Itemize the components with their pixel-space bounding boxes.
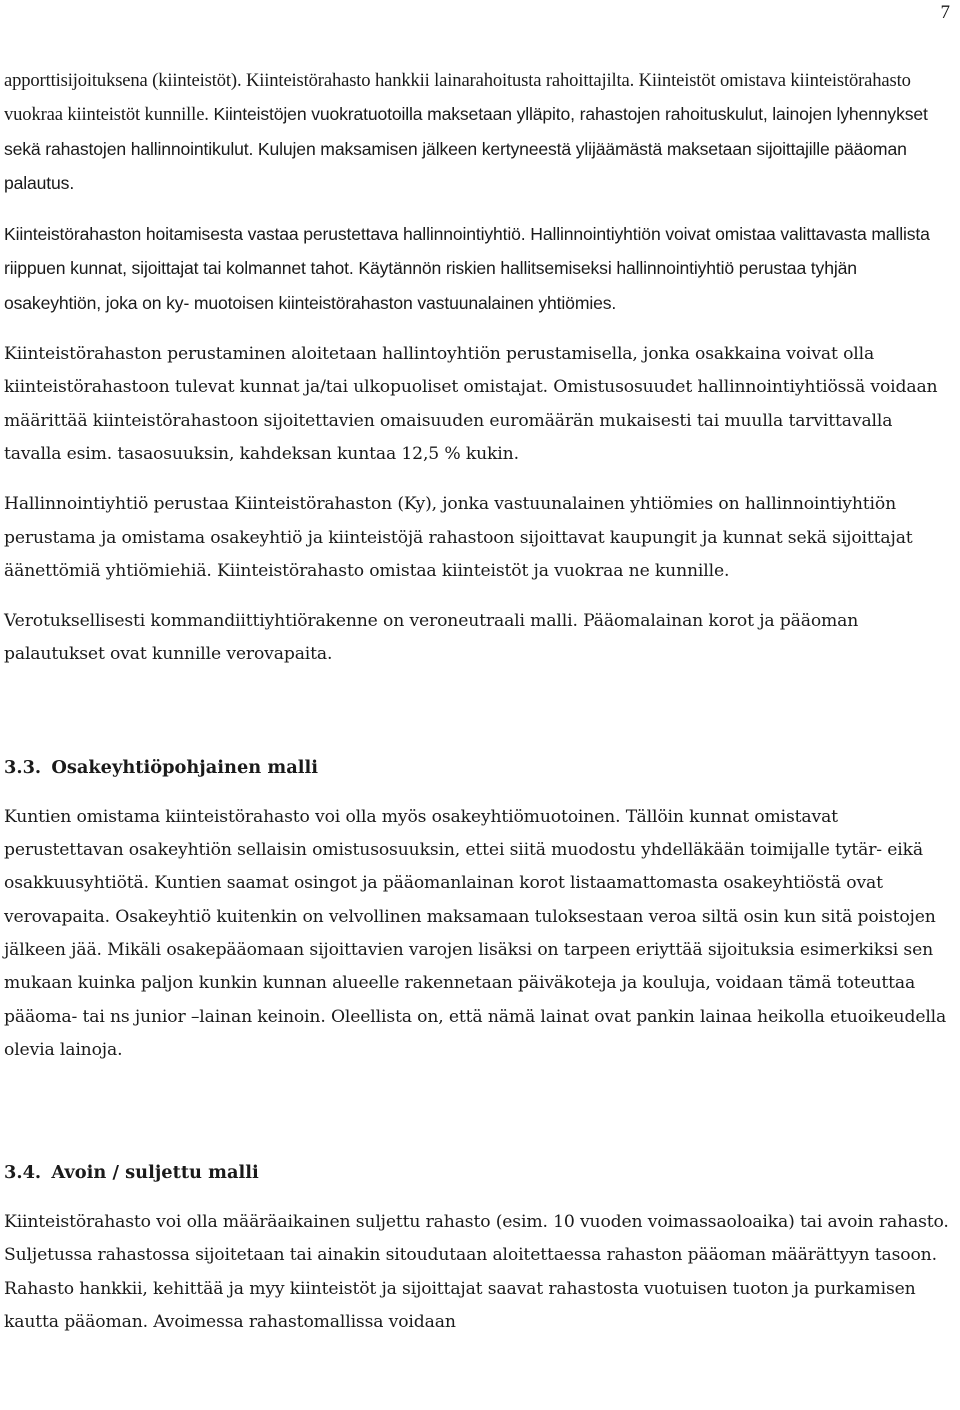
paragraph-management-company (4, 218, 954, 321)
paragraph-text: Kiinteistörahaston hoitamisesta vastaa perustettava hallinnointiyhtiö. Hallinnointiyhtiön voivat omistaa valittavasta mallista riippuen kunnat, sijoittajat tai kolmannet tahot. Käytännön riskien hallitsemiseksi hallinnointiyhtiö perustaa tyhjän osakeyhtiön, joka on ky- muotoisen kiinteistörahaston vastuunalainen yhtiömies. (4, 224, 930, 313)
paragraph-text: Verotuksellisesti kommandiittiyhtiörakenne on veroneutraali malli. Pääomalainan korot ja pääoman palautukset ovat kunnille verovapaita. (4, 611, 859, 665)
paragraph-text: Kiinteistörahaston perustaminen aloitetaan hallintoyhtiön perustamisella, jonka osakkaina voivat olla kiinteistörahastoon tulevat kunnat ja/tai ulkopuoliset omistajat. Omistusosuudet hallinnointiyhtiössä voidaan määrittää kiinteistörahastoon sijoitettavien omaisuuden euromäärän mukaisesti tai muulla tarvittavalla tavalla esim. tasaosuuksin, kahdeksan kuntaa 12,5 % kukin. (4, 344, 938, 464)
section-heading-3-3 (4, 751, 954, 784)
paragraph-text: Kiinteistörahasto voi olla määräaikainen suljettu rahasto (esim. 10 vuoden voimassaoloaika) tai avoin rahasto. Suljetussa rahastossa sijoitetaan tai ainakin sitoudutaan aloitettaessa rahaston pääoman määrättyyn tasoon. Rahasto hankkii, kehittää ja myy kiinteistöt ja sijoittajat saavat rahastosta vuotuisen tuoton ja purkamisen kautta pääoman. Avoimessa rahastomallissa voidaan (4, 1212, 949, 1333)
section-spacer (4, 1084, 954, 1156)
document-body (4, 64, 954, 1356)
section-title: Osakeyhtiöpohjainen malli (51, 756, 318, 778)
section-title: Avoin / suljettu malli (51, 1162, 259, 1184)
paragraph-text: apporttisijoituksena (kiinteistöt). Kiinteistörahasto hankkii lainarahoitusta rahoittajilta. Kiinteistöt omistava kiinteistörahasto vuokraa kiinteistöt kunnille. (4, 70, 911, 126)
paragraph-taxation (4, 605, 954, 672)
section-heading-3-4 (4, 1156, 954, 1189)
paragraph-fund-establishment (4, 338, 954, 471)
paragraph-limited-company-model (4, 801, 954, 1067)
section-number: 3.3. (4, 756, 42, 778)
paragraph-fund-structure (4, 64, 954, 201)
section-spacer (4, 689, 954, 751)
paragraph-limited-partnership (4, 488, 954, 588)
paragraph-open-closed-model (4, 1206, 954, 1339)
paragraph-text: Kiinteistöjen vuokratuotoilla maksetaan ylläpito, rahastojen rahoituskulut, lainojen lyhennykset sekä rahastojen hallinnointikulut. Kulujen maksamisen jälkeen kertyneestä ylijäämästä maksetaan sijoittajille pääoman palautus. (4, 104, 928, 193)
page-number: 7 (940, 2, 950, 23)
section-number: 3.4. (4, 1162, 42, 1184)
paragraph-text: Kuntien omistama kiinteistörahasto voi olla myös osakeyhtiömuotoinen. Tällöin kunnat omistavat perustettavan osakeyhtiön sellaisin omistusosuuksin, ettei siitä muodostu yhdelläkään toimijalle tytär- eikä osakkuusyhtiötä. Kuntien saamat osingot ja pääomanlainan korot listaamattomasta osakeyhtiöstä ovat verovapaita. Osakeyhtiö kuitenkin on velvollinen maksamaan tuloksestaan veroa siltä osin kun sitä poistojen jälkeen jää. Mikäli osakepääomaan sijoittavien varojen lisäksi on tarpeen eriyttää sijoituksia esimerkiksi sen mukaan kuinka paljon kunkin kunnan alueelle rakennetaan päiväkoteja ja kouluja, voidaan tämä toteuttaa pääoma- tai ns junior –lainan keinoin. Oleellista on, että nämä lainat ovat pankin lainaa heikolla etuoikeudella olevia lainoja. (4, 806, 947, 1060)
paragraph-text: Hallinnointiyhtiö perustaa Kiinteistörahaston (Ky), jonka vastuunalainen yhtiömies on hallinnointiyhtiön perustama ja omistama osakeyhtiö ja kiinteistöjä rahastoon sijoittavat kaupungit ja kunnat sekä sijoittajat äänettömiä yhtiömiehiä. Kiinteistörahasto omistaa kiinteistöt ja vuokraa ne kunnille. (4, 494, 913, 581)
